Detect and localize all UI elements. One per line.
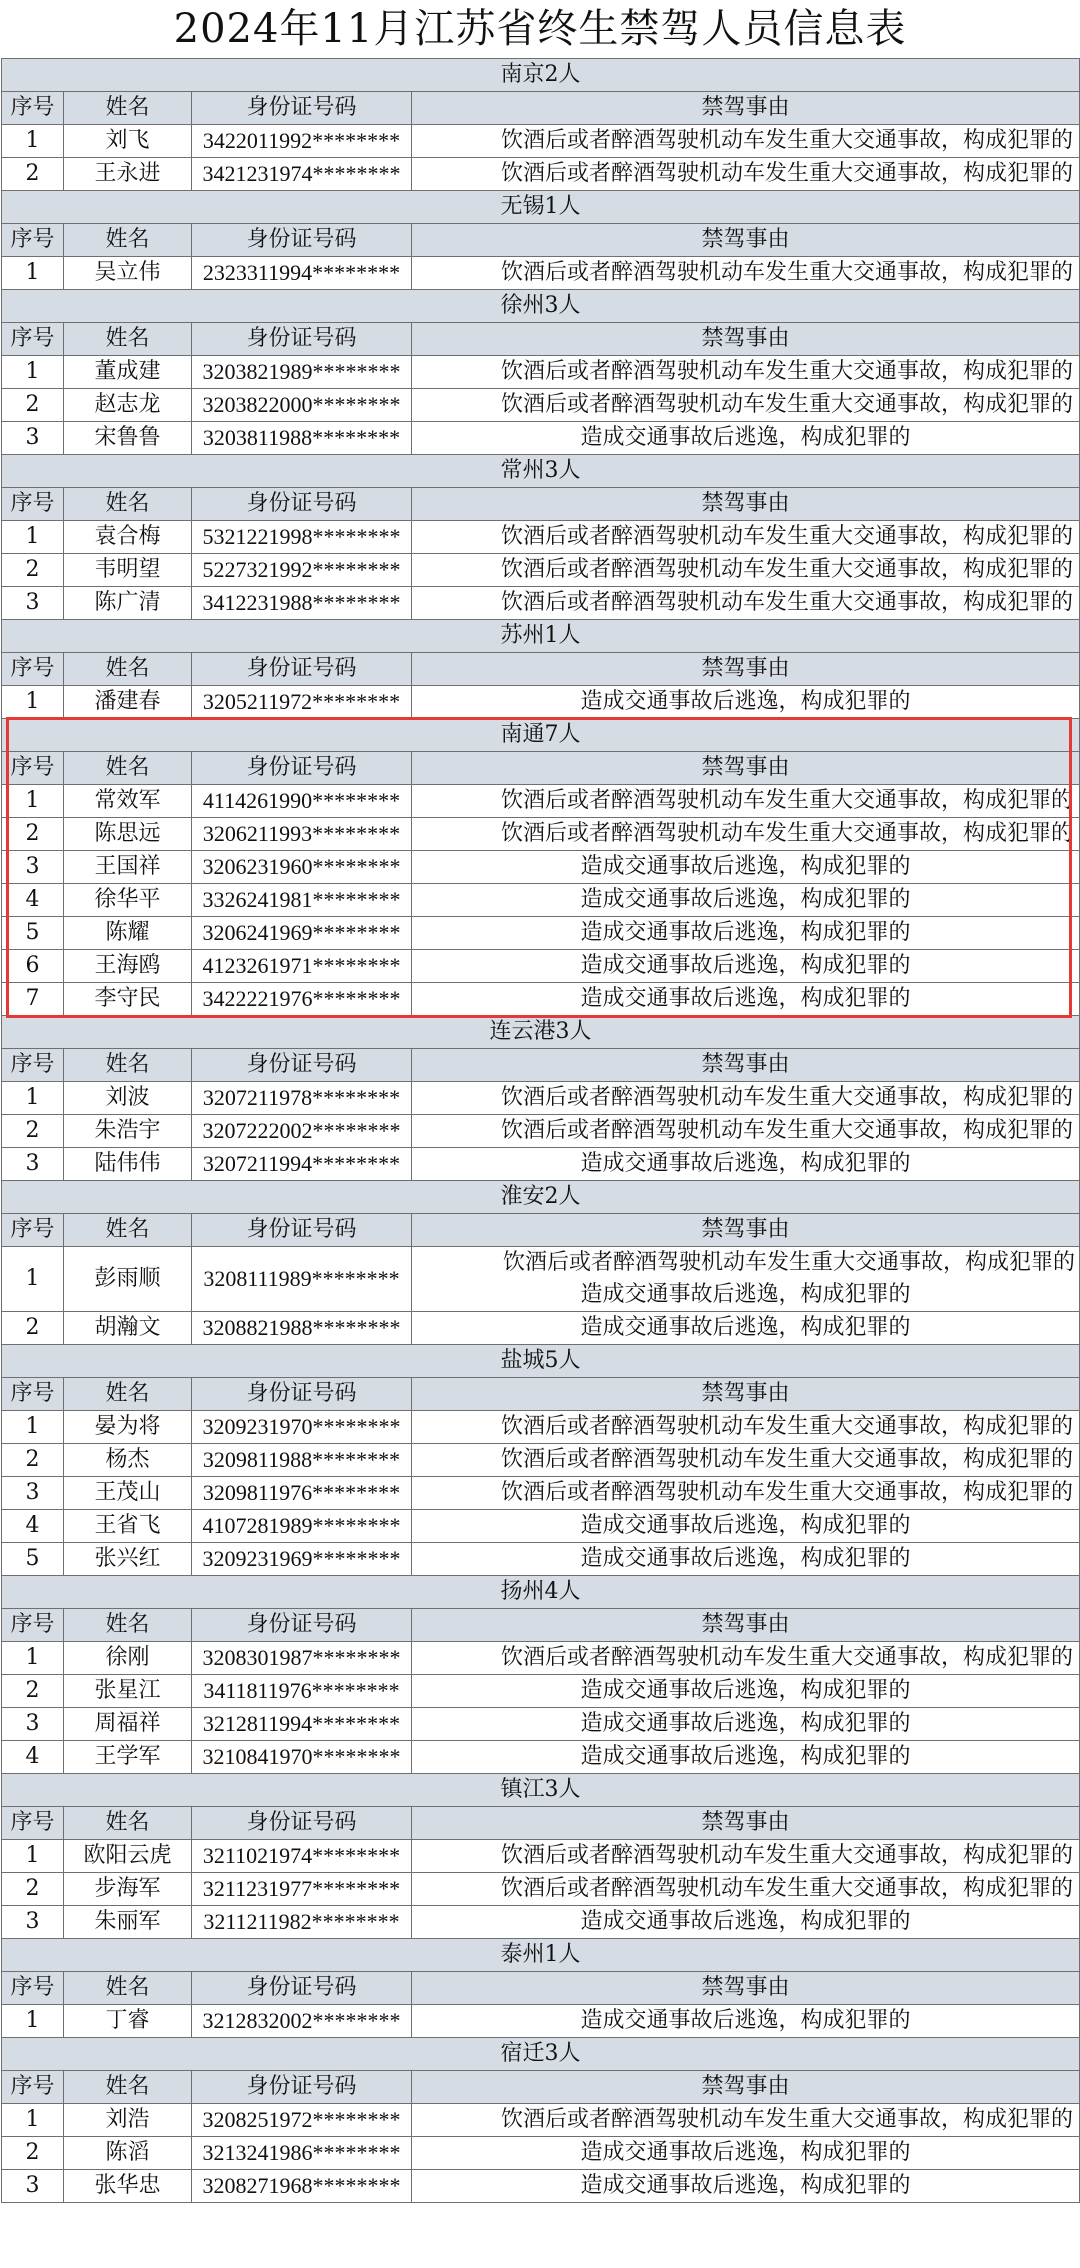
city-heading-row <box>2 1939 1080 1972</box>
table-row <box>2 818 1080 851</box>
row-number: 1 <box>2 1642 64 1675</box>
city-heading-row <box>2 2038 1080 2071</box>
column-header-reason: 禁驾事由 <box>412 752 1080 785</box>
table-row <box>2 125 1080 158</box>
column-header-no: 序号 <box>2 752 64 785</box>
row-number: 3 <box>2 851 64 884</box>
ban-reason: 饮酒后或者醉酒驾驶机动车发生重大交通事故，构成犯罪的 <box>412 1411 1080 1444</box>
column-header-id: 身份证号码 <box>192 323 412 356</box>
row-number: 4 <box>2 1741 64 1774</box>
person-name: 陈广清 <box>64 587 192 620</box>
row-number: 2 <box>2 158 64 191</box>
person-name: 王国祥 <box>64 851 192 884</box>
column-header-reason: 禁驾事由 <box>412 1214 1080 1247</box>
ban-reason: 造成交通事故后逃逸，构成犯罪的 <box>412 2137 1080 2170</box>
column-header-reason: 禁驾事由 <box>412 1378 1080 1411</box>
row-number: 3 <box>2 1708 64 1741</box>
person-name: 丁睿 <box>64 2005 192 2038</box>
ban-reason-line: 饮酒后或者醉酒驾驶机动车发生重大交通事故，构成犯罪的 <box>502 1250 1075 1275</box>
id-number: 3207222002******** <box>192 1115 412 1148</box>
ban-reason: 造成交通事故后逃逸，构成犯罪的 <box>412 422 1080 455</box>
table-row <box>2 2005 1080 2038</box>
row-number: 5 <box>2 1543 64 1576</box>
id-number: 3411811976******** <box>192 1675 412 1708</box>
table-row <box>2 1444 1080 1477</box>
row-number: 2 <box>2 1115 64 1148</box>
person-name: 张兴红 <box>64 1543 192 1576</box>
row-number: 3 <box>2 1148 64 1181</box>
page-title: 2024年11月江苏省终生禁驾人员信息表 <box>173 6 907 52</box>
column-header-no: 序号 <box>2 2071 64 2104</box>
row-number: 1 <box>2 125 64 158</box>
person-name: 张星江 <box>64 1675 192 1708</box>
ban-reason: 饮酒后或者醉酒驾驶机动车发生重大交通事故，构成犯罪的 <box>412 1115 1080 1148</box>
column-header-row <box>2 1807 1080 1840</box>
ban-reason: 造成交通事故后逃逸，构成犯罪的 <box>412 1312 1080 1345</box>
ban-reason: 造成交通事故后逃逸，构成犯罪的 <box>412 1675 1080 1708</box>
column-header-no: 序号 <box>2 1807 64 1840</box>
id-number: 3206231960******** <box>192 851 412 884</box>
id-number: 3211231977******** <box>192 1873 412 1906</box>
city-heading-row <box>2 1774 1080 1807</box>
person-name: 刘浩 <box>64 2104 192 2137</box>
table-row <box>2 1247 1080 1312</box>
id-number: 3209231969******** <box>192 1543 412 1576</box>
id-number: 4114261990******** <box>192 785 412 818</box>
ban-reason: 饮酒后或者醉酒驾驶机动车发生重大交通事故，构成犯罪的 <box>412 257 1080 290</box>
row-number: 1 <box>2 1840 64 1873</box>
person-name: 徐刚 <box>64 1642 192 1675</box>
column-header-row <box>2 1378 1080 1411</box>
table-row <box>2 1148 1080 1181</box>
column-header-row <box>2 1972 1080 2005</box>
row-number: 2 <box>2 1444 64 1477</box>
column-header-id: 身份证号码 <box>192 752 412 785</box>
column-header-name: 姓名 <box>64 653 192 686</box>
person-name: 陈滔 <box>64 2137 192 2170</box>
row-number: 2 <box>2 389 64 422</box>
person-name: 李守民 <box>64 983 192 1016</box>
id-number: 3206211993******** <box>192 818 412 851</box>
column-header-reason: 禁驾事由 <box>412 1972 1080 2005</box>
id-number: 3422011992******** <box>192 125 412 158</box>
id-number: 3203821989******** <box>192 356 412 389</box>
city-heading: 淮安2人 <box>2 1181 1080 1214</box>
city-heading-row <box>2 191 1080 224</box>
ban-reason: 造成交通事故后逃逸，构成犯罪的 <box>412 884 1080 917</box>
row-number: 5 <box>2 917 64 950</box>
column-header-id: 身份证号码 <box>192 224 412 257</box>
ban-reason: 造成交通事故后逃逸，构成犯罪的 <box>412 983 1080 1016</box>
row-number: 7 <box>2 983 64 1016</box>
ban-reason: 饮酒后或者醉酒驾驶机动车发生重大交通事故，构成犯罪的 <box>412 587 1080 620</box>
column-header-no: 序号 <box>2 1609 64 1642</box>
column-header-id: 身份证号码 <box>192 92 412 125</box>
table-row <box>2 686 1080 719</box>
id-number: 3208251972******** <box>192 2104 412 2137</box>
column-header-name: 姓名 <box>64 1609 192 1642</box>
column-header-row <box>2 653 1080 686</box>
city-heading: 无锡1人 <box>2 191 1080 224</box>
person-name: 步海军 <box>64 1873 192 1906</box>
person-name: 陈思远 <box>64 818 192 851</box>
row-number: 4 <box>2 1510 64 1543</box>
city-heading: 南通7人 <box>2 719 1080 752</box>
row-number: 1 <box>2 257 64 290</box>
id-number: 3211021974******** <box>192 1840 412 1873</box>
table-row <box>2 356 1080 389</box>
column-header-name: 姓名 <box>64 1214 192 1247</box>
row-number: 1 <box>2 356 64 389</box>
column-header-name: 姓名 <box>64 752 192 785</box>
column-header-reason: 禁驾事由 <box>412 1609 1080 1642</box>
ban-reason: 饮酒后或者醉酒驾驶机动车发生重大交通事故，构成犯罪的 <box>412 2104 1080 2137</box>
column-header-reason: 禁驾事由 <box>412 488 1080 521</box>
row-number: 1 <box>2 1247 64 1312</box>
table-row <box>2 884 1080 917</box>
person-name: 王省飞 <box>64 1510 192 1543</box>
ban-reason <box>412 1247 1080 1312</box>
column-header-no: 序号 <box>2 323 64 356</box>
id-number: 3212832002******** <box>192 2005 412 2038</box>
table-row <box>2 1082 1080 1115</box>
id-number: 4107281989******** <box>192 1510 412 1543</box>
row-number: 1 <box>2 2005 64 2038</box>
row-number: 1 <box>2 686 64 719</box>
column-header-no: 序号 <box>2 1049 64 1082</box>
ban-reason: 造成交通事故后逃逸，构成犯罪的 <box>412 1510 1080 1543</box>
city-heading: 常州3人 <box>2 455 1080 488</box>
person-name: 朱丽军 <box>64 1906 192 1939</box>
id-number: 3207211994******** <box>192 1148 412 1181</box>
ban-reason: 饮酒后或者醉酒驾驶机动车发生重大交通事故，构成犯罪的 <box>412 356 1080 389</box>
row-number: 2 <box>2 1312 64 1345</box>
column-header-reason: 禁驾事由 <box>412 2071 1080 2104</box>
column-header-no: 序号 <box>2 1378 64 1411</box>
table-row <box>2 1642 1080 1675</box>
person-name: 潘建春 <box>64 686 192 719</box>
city-heading-row <box>2 1345 1080 1378</box>
row-number: 2 <box>2 818 64 851</box>
column-header-no: 序号 <box>2 653 64 686</box>
id-number: 2323311994******** <box>192 257 412 290</box>
table-row <box>2 521 1080 554</box>
column-header-id: 身份证号码 <box>192 1049 412 1082</box>
person-name: 王茂山 <box>64 1477 192 1510</box>
table-row <box>2 1411 1080 1444</box>
ban-reason: 饮酒后或者醉酒驾驶机动车发生重大交通事故，构成犯罪的 <box>412 554 1080 587</box>
ban-reason: 饮酒后或者醉酒驾驶机动车发生重大交通事故，构成犯罪的 <box>412 818 1080 851</box>
person-name: 陈耀 <box>64 917 192 950</box>
table-row <box>2 1312 1080 1345</box>
table-row <box>2 257 1080 290</box>
row-number: 6 <box>2 950 64 983</box>
person-name: 张华忠 <box>64 2170 192 2203</box>
ban-reason: 饮酒后或者醉酒驾驶机动车发生重大交通事故，构成犯罪的 <box>412 158 1080 191</box>
person-name: 朱浩宇 <box>64 1115 192 1148</box>
ban-reason: 造成交通事故后逃逸，构成犯罪的 <box>412 2005 1080 2038</box>
ban-reason: 造成交通事故后逃逸，构成犯罪的 <box>412 1543 1080 1576</box>
person-name: 刘飞 <box>64 125 192 158</box>
city-heading: 苏州1人 <box>2 620 1080 653</box>
column-header-reason: 禁驾事由 <box>412 653 1080 686</box>
column-header-row <box>2 92 1080 125</box>
column-header-id: 身份证号码 <box>192 2071 412 2104</box>
column-header-name: 姓名 <box>64 2071 192 2104</box>
table-row <box>2 1708 1080 1741</box>
column-header-name: 姓名 <box>64 224 192 257</box>
table-row <box>2 422 1080 455</box>
ban-reason: 饮酒后或者醉酒驾驶机动车发生重大交通事故，构成犯罪的 <box>412 1477 1080 1510</box>
person-name: 王永进 <box>64 158 192 191</box>
city-heading: 连云港3人 <box>2 1016 1080 1049</box>
person-name: 袁合梅 <box>64 521 192 554</box>
id-number: 3208271968******** <box>192 2170 412 2203</box>
column-header-row <box>2 752 1080 785</box>
row-number: 4 <box>2 884 64 917</box>
row-number: 1 <box>2 521 64 554</box>
id-number: 5321221998******** <box>192 521 412 554</box>
table-row <box>2 1906 1080 1939</box>
row-number: 2 <box>2 1675 64 1708</box>
row-number: 1 <box>2 1411 64 1444</box>
table-row <box>2 785 1080 818</box>
person-name: 赵志龙 <box>64 389 192 422</box>
ban-reason: 造成交通事故后逃逸，构成犯罪的 <box>412 1148 1080 1181</box>
id-number: 3211211982******** <box>192 1906 412 1939</box>
id-number: 4123261971******** <box>192 950 412 983</box>
id-number: 5227321992******** <box>192 554 412 587</box>
city-heading-row <box>2 620 1080 653</box>
ban-reason: 造成交通事故后逃逸，构成犯罪的 <box>412 851 1080 884</box>
column-header-reason: 禁驾事由 <box>412 1807 1080 1840</box>
person-name: 宋鲁鲁 <box>64 422 192 455</box>
table-row <box>2 2104 1080 2137</box>
row-number: 3 <box>2 1906 64 1939</box>
table-row <box>2 1741 1080 1774</box>
row-number: 3 <box>2 587 64 620</box>
person-name: 刘波 <box>64 1082 192 1115</box>
city-heading-row <box>2 1576 1080 1609</box>
table-row <box>2 1510 1080 1543</box>
column-header-id: 身份证号码 <box>192 1214 412 1247</box>
row-number: 1 <box>2 2104 64 2137</box>
column-header-row <box>2 1049 1080 1082</box>
city-heading: 镇江3人 <box>2 1774 1080 1807</box>
person-name: 彭雨顺 <box>64 1247 192 1312</box>
column-header-name: 姓名 <box>64 323 192 356</box>
id-number: 3208111989******** <box>192 1247 412 1312</box>
column-header-id: 身份证号码 <box>192 653 412 686</box>
person-name: 晏为将 <box>64 1411 192 1444</box>
id-number: 3412231988******** <box>192 587 412 620</box>
city-heading: 盐城5人 <box>2 1345 1080 1378</box>
ban-reason: 饮酒后或者醉酒驾驶机动车发生重大交通事故，构成犯罪的 <box>412 1840 1080 1873</box>
ban-reason: 造成交通事故后逃逸，构成犯罪的 <box>412 917 1080 950</box>
city-heading-row <box>2 719 1080 752</box>
city-heading-row <box>2 59 1080 92</box>
table-row <box>2 1543 1080 1576</box>
ban-reason: 造成交通事故后逃逸，构成犯罪的 <box>412 686 1080 719</box>
row-number: 3 <box>2 422 64 455</box>
person-name: 吴立伟 <box>64 257 192 290</box>
ban-reason: 饮酒后或者醉酒驾驶机动车发生重大交通事故，构成犯罪的 <box>412 1082 1080 1115</box>
id-number: 3209231970******** <box>192 1411 412 1444</box>
person-name: 韦明望 <box>64 554 192 587</box>
person-name: 王学军 <box>64 1741 192 1774</box>
id-number: 3203822000******** <box>192 389 412 422</box>
row-number: 3 <box>2 2170 64 2203</box>
city-heading: 徐州3人 <box>2 290 1080 323</box>
table-row <box>2 851 1080 884</box>
ban-reason: 造成交通事故后逃逸，构成犯罪的 <box>412 1708 1080 1741</box>
table-row <box>2 1477 1080 1510</box>
city-heading-row <box>2 1181 1080 1214</box>
row-number: 1 <box>2 1082 64 1115</box>
row-number: 3 <box>2 1477 64 1510</box>
table-row <box>2 158 1080 191</box>
id-number: 3203811988******** <box>192 422 412 455</box>
id-number: 3422221976******** <box>192 983 412 1016</box>
column-header-id: 身份证号码 <box>192 488 412 521</box>
table-row <box>2 917 1080 950</box>
column-header-name: 姓名 <box>64 488 192 521</box>
id-number: 3209811976******** <box>192 1477 412 1510</box>
id-number: 3208301987******** <box>192 1642 412 1675</box>
ban-reason: 饮酒后或者醉酒驾驶机动车发生重大交通事故，构成犯罪的 <box>412 1642 1080 1675</box>
ban-reason: 饮酒后或者醉酒驾驶机动车发生重大交通事故，构成犯罪的 <box>412 521 1080 554</box>
city-heading: 南京2人 <box>2 59 1080 92</box>
column-header-reason: 禁驾事由 <box>412 323 1080 356</box>
column-header-row <box>2 488 1080 521</box>
person-name: 陆伟伟 <box>64 1148 192 1181</box>
table-row <box>2 1873 1080 1906</box>
table-row <box>2 983 1080 1016</box>
city-heading: 扬州4人 <box>2 1576 1080 1609</box>
table-row <box>2 1675 1080 1708</box>
table-row <box>2 2170 1080 2203</box>
ban-reason: 造成交通事故后逃逸，构成犯罪的 <box>412 2170 1080 2203</box>
column-header-no: 序号 <box>2 224 64 257</box>
table-row <box>2 1115 1080 1148</box>
column-header-id: 身份证号码 <box>192 1972 412 2005</box>
ban-reason: 造成交通事故后逃逸，构成犯罪的 <box>412 950 1080 983</box>
ban-reason: 饮酒后或者醉酒驾驶机动车发生重大交通事故，构成犯罪的 <box>412 1873 1080 1906</box>
id-number: 3208821988******** <box>192 1312 412 1345</box>
id-number: 3212811994******** <box>192 1708 412 1741</box>
column-header-name: 姓名 <box>64 1972 192 2005</box>
person-name: 欧阳云虎 <box>64 1840 192 1873</box>
id-number: 3421231974******** <box>192 158 412 191</box>
ban-reason: 饮酒后或者醉酒驾驶机动车发生重大交通事故，构成犯罪的 <box>412 389 1080 422</box>
column-header-name: 姓名 <box>64 1049 192 1082</box>
table-row <box>2 587 1080 620</box>
city-heading: 宿迁3人 <box>2 2038 1080 2071</box>
table-row <box>2 2137 1080 2170</box>
person-name: 周福祥 <box>64 1708 192 1741</box>
column-header-row <box>2 224 1080 257</box>
column-header-row <box>2 1214 1080 1247</box>
row-number: 2 <box>2 1873 64 1906</box>
row-number: 2 <box>2 2137 64 2170</box>
column-header-id: 身份证号码 <box>192 1807 412 1840</box>
column-header-name: 姓名 <box>64 92 192 125</box>
person-name: 杨杰 <box>64 1444 192 1477</box>
column-header-row <box>2 323 1080 356</box>
city-heading: 泰州1人 <box>2 1939 1080 1972</box>
table-row <box>2 1840 1080 1873</box>
table-row <box>2 950 1080 983</box>
table-row <box>2 554 1080 587</box>
column-header-reason: 禁驾事由 <box>412 224 1080 257</box>
city-heading-row <box>2 1016 1080 1049</box>
column-header-reason: 禁驾事由 <box>412 92 1080 125</box>
watermark-logo <box>978 2244 1068 2264</box>
person-name: 胡瀚文 <box>64 1312 192 1345</box>
ban-reason: 造成交通事故后逃逸，构成犯罪的 <box>412 1741 1080 1774</box>
column-header-id: 身份证号码 <box>192 1609 412 1642</box>
id-number: 3207211978******** <box>192 1082 412 1115</box>
ban-reason: 饮酒后或者醉酒驾驶机动车发生重大交通事故，构成犯罪的 <box>412 125 1080 158</box>
id-number: 3210841970******** <box>192 1741 412 1774</box>
ban-table <box>1 58 1080 2203</box>
ban-reason: 造成交通事故后逃逸，构成犯罪的 <box>412 1906 1080 1939</box>
id-number: 3205211972******** <box>192 686 412 719</box>
id-number: 3206241969******** <box>192 917 412 950</box>
row-number: 2 <box>2 554 64 587</box>
column-header-reason: 禁驾事由 <box>412 1049 1080 1082</box>
person-name: 徐华平 <box>64 884 192 917</box>
column-header-no: 序号 <box>2 1214 64 1247</box>
column-header-id: 身份证号码 <box>192 1378 412 1411</box>
ban-reason: 饮酒后或者醉酒驾驶机动车发生重大交通事故，构成犯罪的 <box>412 1444 1080 1477</box>
city-heading-row <box>2 290 1080 323</box>
row-number: 1 <box>2 785 64 818</box>
person-name: 王海鸥 <box>64 950 192 983</box>
id-number: 3326241981******** <box>192 884 412 917</box>
ban-reason-line: 造成交通事故后逃逸，构成犯罪的 <box>580 1282 911 1307</box>
person-name: 常效军 <box>64 785 192 818</box>
id-number: 3209811988******** <box>192 1444 412 1477</box>
id-number: 3213241986******** <box>192 2137 412 2170</box>
table-row <box>2 389 1080 422</box>
column-header-no: 序号 <box>2 1972 64 2005</box>
ban-reason: 饮酒后或者醉酒驾驶机动车发生重大交通事故，构成犯罪的 <box>412 785 1080 818</box>
city-heading-row <box>2 455 1080 488</box>
column-header-row <box>2 2071 1080 2104</box>
column-header-row <box>2 1609 1080 1642</box>
column-header-name: 姓名 <box>64 1807 192 1840</box>
column-header-name: 姓名 <box>64 1378 192 1411</box>
column-header-no: 序号 <box>2 488 64 521</box>
column-header-no: 序号 <box>2 92 64 125</box>
table-body <box>2 59 1080 2203</box>
person-name: 董成建 <box>64 356 192 389</box>
